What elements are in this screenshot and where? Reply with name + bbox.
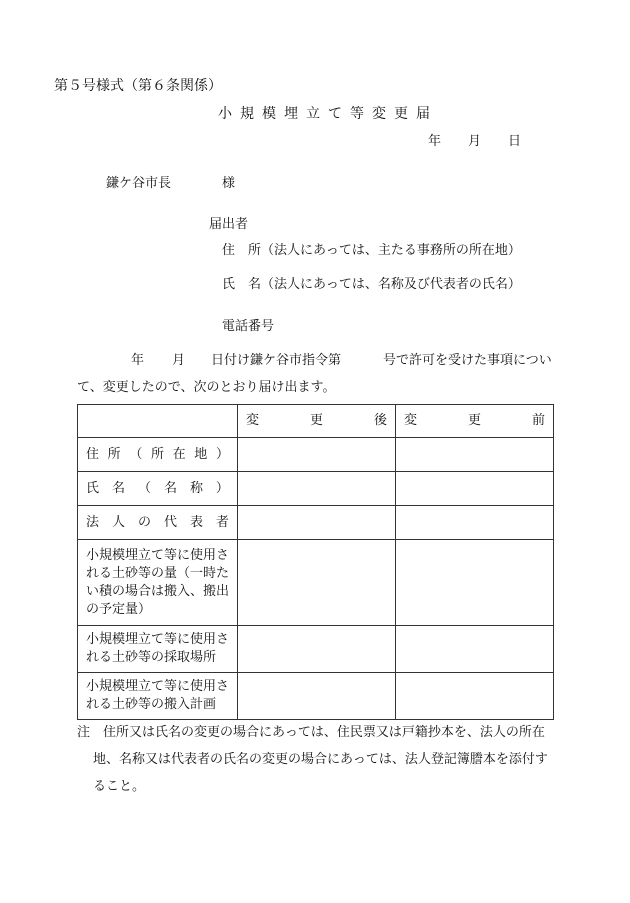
- body-permit-text: 号で許可を受けた事項につい: [383, 353, 552, 368]
- body-year: 年: [131, 353, 145, 368]
- row-label-transport-plan: 小規模埋立て等に使用される土砂等の搬入計画: [78, 673, 238, 720]
- label-char: 住: [86, 446, 100, 462]
- cell-before-transport-plan[interactable]: [396, 673, 554, 720]
- cell-before-address[interactable]: [396, 438, 554, 472]
- addressee-honorific: 様: [222, 176, 236, 191]
- label-char: 法: [86, 514, 100, 530]
- applicant-phone-label: 電話番号: [222, 319, 275, 334]
- table-row: [78, 540, 554, 626]
- row-label-collection-site: 小規模埋立て等に使用される土砂等の採取場所: [78, 626, 238, 673]
- header-after: [246, 412, 387, 430]
- cell-before-soil-amount[interactable]: [396, 540, 554, 626]
- row-label-spread: [86, 514, 229, 532]
- label-char: 名: [163, 480, 177, 496]
- cell-before-collection-site[interactable]: [396, 626, 554, 673]
- label-char: 所: [150, 446, 164, 462]
- table-row: [78, 673, 554, 720]
- header-char: 更: [467, 413, 481, 428]
- header-before: [404, 412, 545, 430]
- label-char: ）: [215, 446, 229, 462]
- note-line-2: 地、名称又は代表者の氏名の変更の場合にあっては、法人登記簿謄本を添付す: [93, 752, 548, 767]
- applicant-address-label: 住 所（法人にあっては、主たる事務所の所在地）: [222, 243, 521, 258]
- body-ref-text: 日付け鎌ケ谷市指令第: [211, 353, 342, 368]
- applicant-name-label: 氏 名（法人にあっては、名称及び代表者の氏名）: [222, 277, 521, 292]
- form-title: 小規模埋立て等変更届: [218, 106, 438, 122]
- date-year-label: 年: [428, 134, 442, 149]
- date-month-label: 月: [468, 134, 482, 149]
- header-char: 前: [531, 413, 545, 428]
- cell-after-transport-plan[interactable]: [238, 673, 396, 720]
- label-char: 地: [194, 446, 208, 462]
- label-char: 所: [107, 446, 121, 462]
- note-line-1: 注 住所又は氏名の変更の場合にあっては、住民票又は戸籍抄本を、法人の所在: [77, 725, 545, 740]
- table-corner-cell: [78, 405, 238, 438]
- label-char: 表: [189, 514, 203, 530]
- cell-after-collection-site[interactable]: [238, 626, 396, 673]
- date-day-label: 日: [508, 134, 522, 149]
- body-line2: て、変更したので、次のとおり届け出ます。: [77, 380, 336, 395]
- label-char: 氏: [86, 480, 100, 496]
- table-row: [78, 438, 554, 472]
- table-row: [78, 506, 554, 540]
- row-label-representative: [78, 506, 238, 540]
- table-header-row: [78, 405, 554, 438]
- cell-before-name[interactable]: [396, 472, 554, 506]
- row-label-spread: [86, 446, 229, 464]
- header-char: 変: [246, 413, 260, 428]
- label-char: 者: [215, 514, 229, 530]
- row-label-soil-amount: 小規模埋立て等に使用される土砂等の量（一時たい積の場合は搬入、搬出の予定量）: [78, 540, 238, 626]
- note-line-3: ること。: [93, 779, 146, 794]
- label-char: 在: [172, 446, 186, 462]
- label-char: の: [137, 514, 151, 530]
- row-label-name: [78, 472, 238, 506]
- header-char: 更: [309, 413, 323, 428]
- table-row: [78, 472, 554, 506]
- header-char: 後: [373, 413, 387, 428]
- header-char: 変: [404, 413, 418, 428]
- applicant-heading: 届出者: [209, 217, 249, 232]
- row-label-address: [78, 438, 238, 472]
- label-char: ）: [215, 480, 229, 496]
- change-table: [77, 404, 554, 720]
- addressee-name: 鎌ケ谷市長: [106, 176, 172, 191]
- cell-before-representative[interactable]: [396, 506, 554, 540]
- header-after-cell: [238, 405, 396, 438]
- cell-after-name[interactable]: [238, 472, 396, 506]
- table-row: [78, 626, 554, 673]
- label-char: 称: [189, 480, 203, 496]
- label-char: （: [137, 480, 151, 496]
- header-before-cell: [396, 405, 554, 438]
- row-label-spread: [86, 480, 229, 498]
- label-char: 人: [111, 514, 125, 530]
- cell-after-address[interactable]: [238, 438, 396, 472]
- cell-after-soil-amount[interactable]: [238, 540, 396, 626]
- label-char: 代: [163, 514, 177, 530]
- form-number: 第５号様式（第６条関係）: [54, 78, 222, 94]
- body-month: 月: [172, 353, 186, 368]
- label-char: 名: [111, 480, 125, 496]
- cell-after-representative[interactable]: [238, 506, 396, 540]
- label-char: （: [129, 446, 143, 462]
